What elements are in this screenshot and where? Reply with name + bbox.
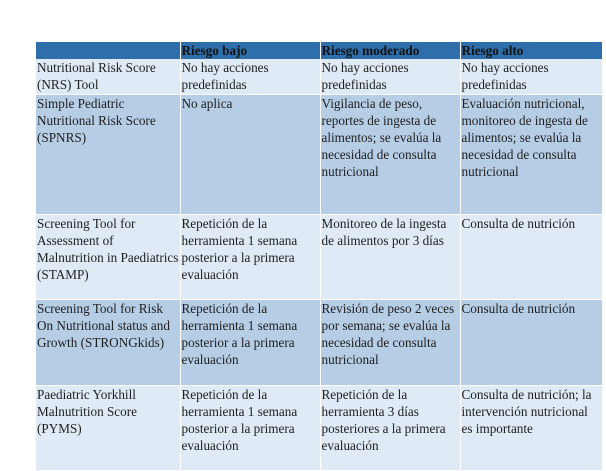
header-moderate-risk: Riesgo moderado: [320, 42, 460, 59]
cell-low: No aplica: [180, 94, 320, 214]
cell-high: Evaluación nutricional, monitoreo de ingesta de alimentos; se evalúa la necesidad de consulta nutricional: [460, 94, 602, 214]
cell-tool: Simple Pediatric Nutritional Risk Score (SPNRS): [36, 94, 180, 214]
cell-tool: Screening Tool for Assessment of Malnutrition in Paediatrics (STAMP): [36, 214, 180, 299]
cell-moderate: Revisión de peso 2 veces por semana; se evalúa la necesidad de consulta nutricional: [320, 299, 460, 385]
header-high-risk: Riesgo alto: [460, 42, 602, 59]
cell-low: Repetición de la herramienta 1 semana posterior a la primera evaluación: [180, 385, 320, 470]
header-tool: [36, 42, 180, 59]
cell-moderate: No hay acciones predefinidas: [320, 59, 460, 94]
cell-low: Repetición de la herramienta 1 semana posterior a la primera evaluación: [180, 299, 320, 385]
cell-moderate: Repetición de la herramienta 3 días posteriores a la primera evaluación: [320, 385, 460, 470]
cell-tool: Nutritional Risk Score (NRS) Tool: [36, 59, 180, 94]
table-row: [36, 385, 602, 470]
table-row: [36, 214, 602, 299]
cell-low: No hay acciones predefinidas: [180, 59, 320, 94]
table-row: [36, 299, 602, 385]
header-low-risk: Riesgo bajo: [180, 42, 320, 59]
table-row: [36, 59, 602, 94]
risk-actions-table: [36, 42, 602, 471]
cell-high: No hay acciones predefinidas: [460, 59, 602, 94]
cell-tool: Paediatric Yorkhill Malnutrition Score (PYMS): [36, 385, 180, 470]
table-header-row: [36, 42, 602, 59]
cell-high: Consulta de nutrición: [460, 299, 602, 385]
table-row: [36, 94, 602, 214]
cell-high: Consulta de nutrición: [460, 214, 602, 299]
cell-high: Consulta de nutrición; la intervención nutricional es importante: [460, 385, 602, 470]
cell-tool: Screening Tool for Risk On Nutritional status and Growth (STRONGkids): [36, 299, 180, 385]
cell-moderate: Monitoreo de la ingesta de alimentos por 3 días: [320, 214, 460, 299]
cell-low: Repetición de la herramienta 1 semana posterior a la primera evaluación: [180, 214, 320, 299]
cell-moderate: Vigilancia de peso, reportes de ingesta de alimentos; se evalúa la necesidad de consulta nutricional: [320, 94, 460, 214]
